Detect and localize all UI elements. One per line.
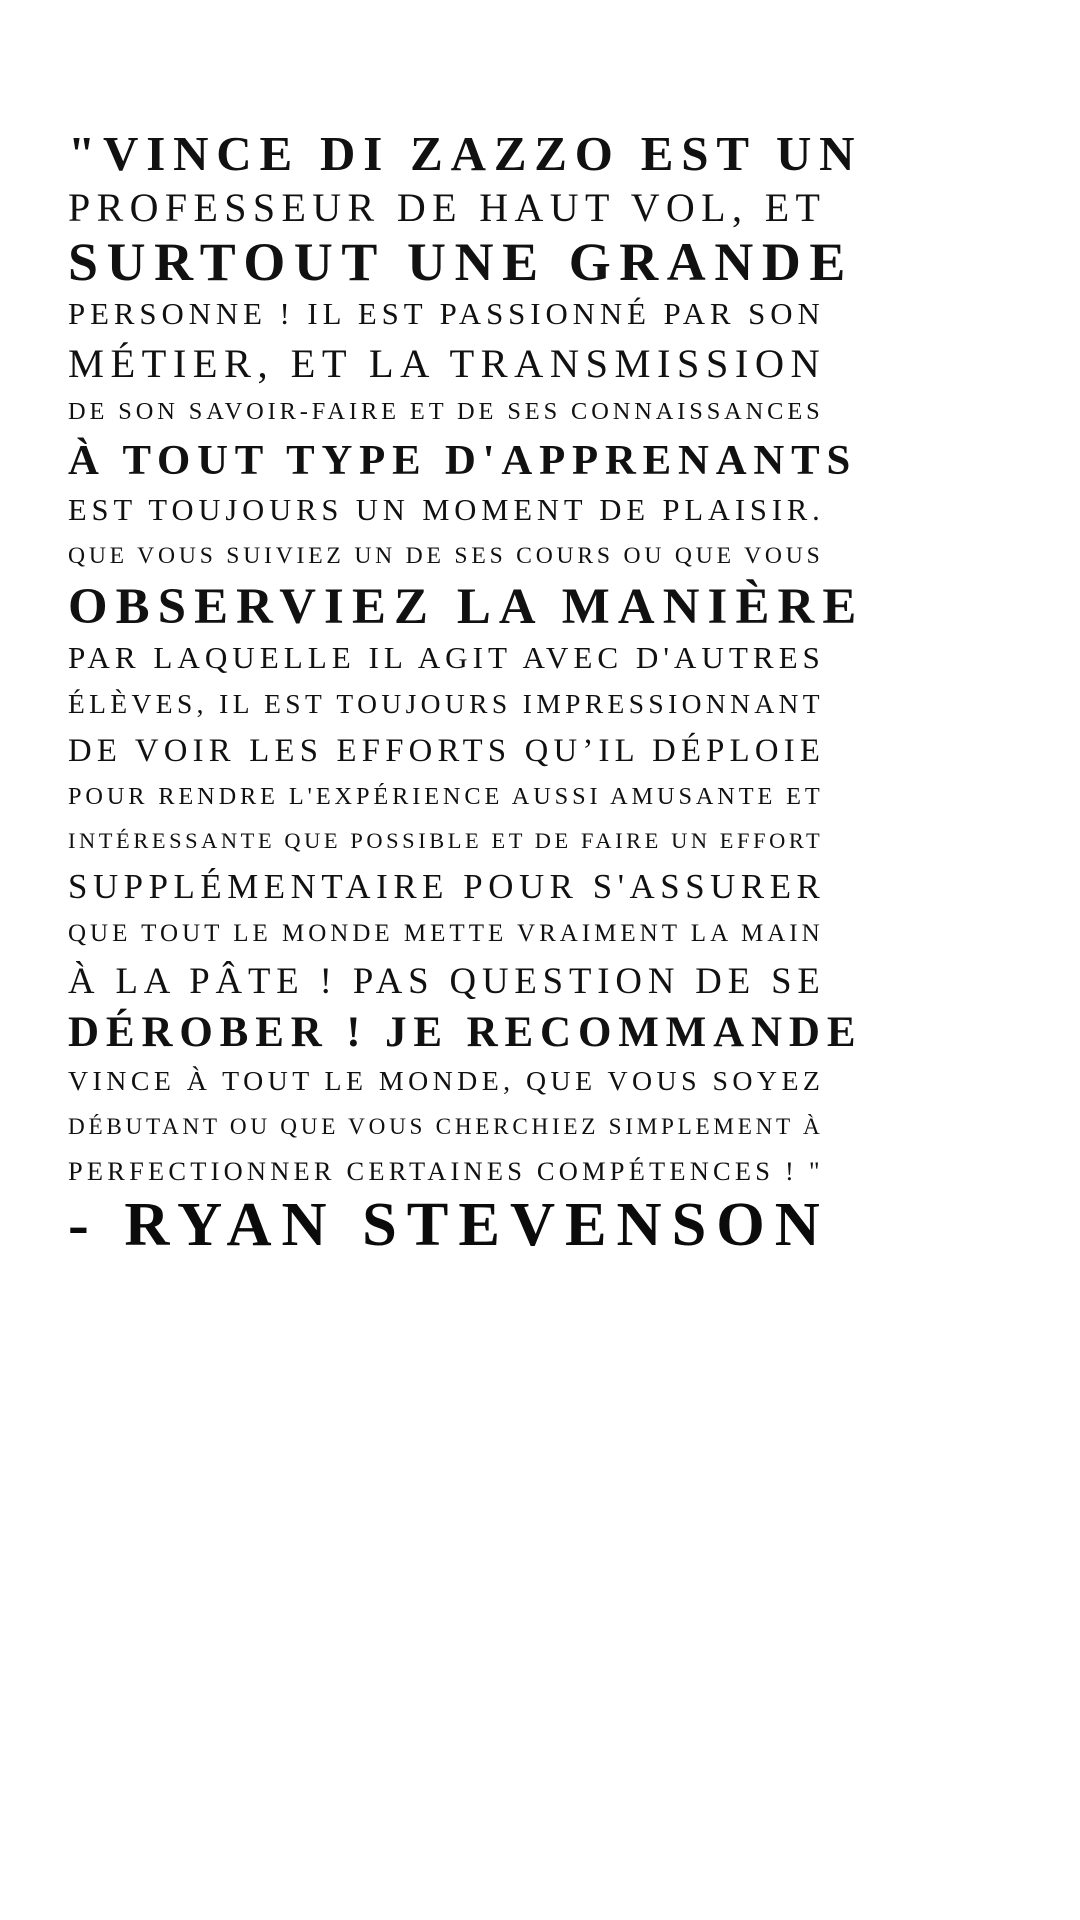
quote-line: MÉTIER, ET LA TRANSMISSION	[68, 341, 827, 386]
quote-line-slot	[68, 1059, 825, 1105]
quote-line-slot	[68, 338, 827, 390]
quote-line-slot	[68, 634, 825, 681]
quote-line-slot	[68, 434, 858, 487]
quote-line-slot	[68, 911, 824, 956]
quote-line-slot	[68, 819, 824, 862]
quote-text-block	[68, 126, 865, 1259]
quote-line-slot	[68, 1006, 863, 1059]
quote-line-slot	[68, 390, 824, 434]
quote-line: DE VOIR LES EFFORTS QU’IL DÉPLOIE	[68, 733, 826, 769]
quote-line: PERFECTIONNER CERTAINES COMPÉTENCES ! "	[68, 1156, 824, 1186]
quote-line: À LA PÂTE ! PAS QUESTION DE SE	[68, 960, 826, 1001]
quote-line: ÉLÈVES, IL EST TOUJOURS IMPRESSIONNANT	[68, 689, 824, 719]
quote-line: QUE VOUS SUIVIEZ UN DE SES COURS OU QUE VOUS	[68, 543, 824, 569]
quote-line: PERSONNE ! IL EST PASSIONNÉ PAR SON	[68, 297, 825, 331]
quote-line: SURTOUT UNE GRANDE	[68, 232, 854, 292]
quote-line: SUPPLÉMENTAIRE POUR S'ASSURER	[68, 867, 826, 906]
quote-line: POUR RENDRE L'EXPÉRIENCE AUSSI AMUSANTE ET	[68, 783, 824, 810]
quote-line-slot	[68, 126, 863, 182]
quote-line-slot	[68, 534, 824, 578]
quote-line-slot	[68, 182, 827, 233]
quote-line-slot	[68, 291, 825, 338]
quote-line-slot	[68, 487, 825, 534]
quote-line: PAR LAQUELLE IL AGIT AVEC D'AUTRES	[68, 640, 825, 675]
attribution: - RYAN STEVENSON	[68, 1190, 830, 1259]
quote-line: DÉROBER ! JE RECOMMANDE	[68, 1009, 863, 1056]
quote-line: "VINCE DI ZAZZO EST UN	[68, 126, 863, 181]
quote-line-slot	[68, 862, 826, 911]
quote-line: VINCE À TOUT LE MONDE, QUE VOUS SOYEZ	[68, 1066, 825, 1097]
quote-line-slot	[68, 232, 854, 292]
attribution-slot	[68, 1190, 830, 1259]
quote-line: QUE TOUT LE MONDE METTE VRAIMENT LA MAIN	[68, 920, 824, 947]
quote-line: OBSERVIEZ LA MANIÈRE	[68, 578, 865, 634]
quote-line: DÉBUTANT OU QUE VOUS CHERCHIEZ SIMPLEMENT À	[68, 1114, 824, 1140]
quote-line: INTÉRESSANTE QUE POSSIBLE ET DE FAIRE UN EFFORT	[68, 828, 824, 853]
quote-line: EST TOUJOURS UN MOMENT DE PLAISIR.	[68, 493, 825, 527]
quote-line-slot	[68, 578, 865, 634]
quote-line-slot	[68, 681, 824, 727]
quote-line: À TOUT TYPE D'APPRENANTS	[68, 437, 858, 484]
quote-line-slot	[68, 775, 824, 819]
quote-line-slot	[68, 956, 826, 1006]
quote-line-slot	[68, 1149, 824, 1194]
quote-line: PROFESSEUR DE HAUT VOL, ET	[68, 185, 827, 230]
quote-line: DE SON SAVOIR-FAIRE ET DE SES CONNAISSANCES	[68, 398, 824, 425]
quote-line-slot	[68, 1105, 824, 1149]
quote-line-slot	[68, 727, 826, 775]
